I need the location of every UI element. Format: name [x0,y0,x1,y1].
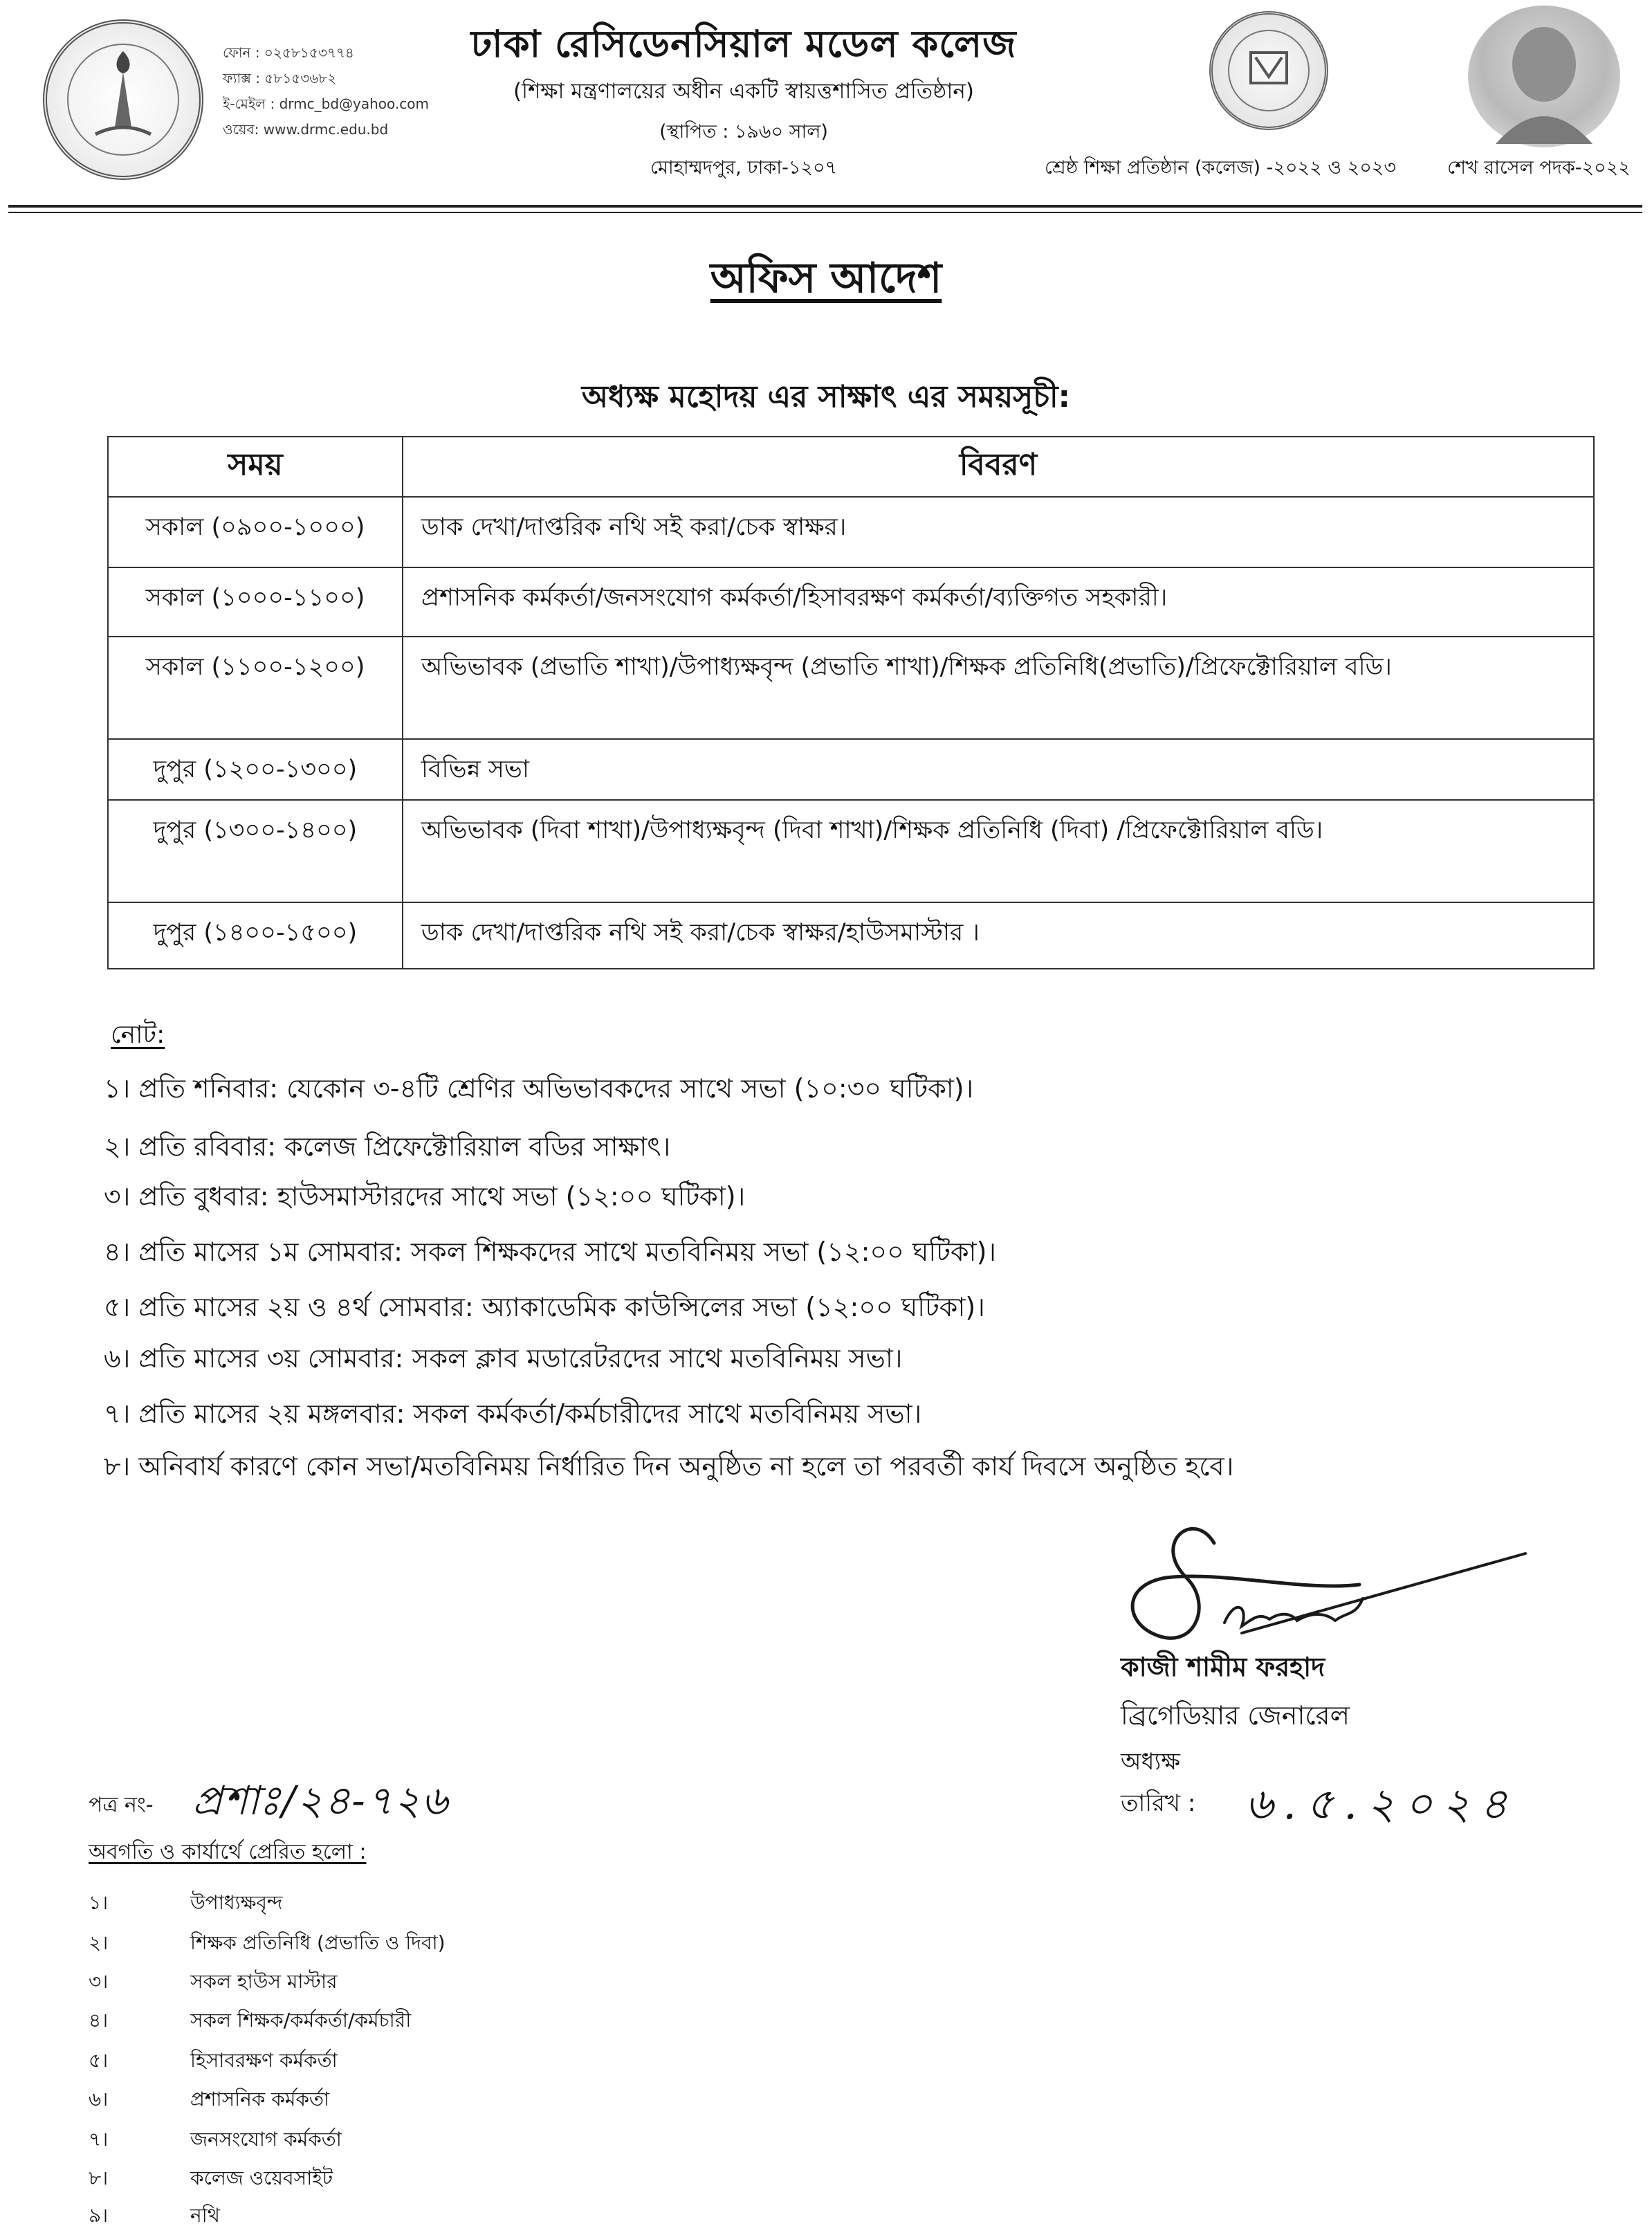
signatory-name: কাজী শামীম ফরহাদ [1121,1652,1325,1682]
distribution-item-number: ৮। [89,2167,109,2189]
college-name: ঢাকা রেসিডেনসিয়াল মডেল কলেজ [470,22,1017,66]
college-address: মোহাম্মদপুর, ঢাকা-১২০৭ [650,157,838,179]
signatory-rank: ব্রিগেডিয়ার জেনারেল [1121,1700,1350,1731]
time-cell: সকাল (০৯০০-১০০০) [108,497,403,567]
document-title: অফিস আদেশ [710,254,942,302]
description-cell: প্রশাসনিক কর্মকর্তা/জনসংযোগ কর্মকর্তা/হিসাবরক্ষণ কর্মকর্তা/ব্যক্তিগত সহকারী। [403,567,1594,637]
time-cell: দুপুর (১২০০-১৩০০) [108,739,403,800]
distribution-item-number: ৫। [89,2049,109,2072]
table-header-row [108,437,1594,497]
description-cell: বিভিন্ন সভা [403,739,1594,800]
table-row [108,902,1594,969]
note-item: ৭। প্রতি মাসের ২য় মঙ্গলবার: সকল কর্মকর্তা/কর্মচারীদের সাথে মতবিনিময় সভা। [104,1398,922,1429]
distribution-item-number: ১। [89,1891,109,1914]
header-divider-thin [8,212,1642,213]
note-item: ৬। প্রতি মাসের ৩য় সোমবার: সকল ক্লাব মডারেটরদের সাথে মতবিনিময় সভা। [104,1343,903,1374]
table-row [108,567,1594,637]
person-portrait-icon [1468,6,1620,147]
distribution-heading: অবগতি ও কার্যার্থে প্রেরিত হলো : [89,1840,367,1864]
table-row [108,739,1594,800]
distribution-item-number: ৩। [89,1970,109,1993]
description-cell: ডাক দেখা/দাপ্তরিক নথি সই করা/চেক স্বাক্ষর। [403,497,1594,567]
notes-heading: নোট: [111,1021,165,1049]
portrait-image [1468,6,1620,147]
signatory-designation: অধ্যক্ষ [1121,1748,1180,1776]
note-item: ২। প্রতি রবিবার: কলেজ প্রিফেক্টোরিয়াল বডির সাক্ষাৎ। [104,1131,671,1162]
document-title-wrap [0,246,1652,316]
contact-info [223,40,429,143]
description-cell: ডাক দেখা/দাপ্তরিক নথি সই করা/চেক স্বাক্ষর/হাউসমাস্টার । [403,902,1594,969]
time-cell: দুপুর (১৩০০-১৪০০) [108,800,403,902]
distribution-item-number: ৪। [89,2009,109,2032]
schedule-title: অধ্যক্ষ মহোদয় এর সাক্ষাৎ এর সময়সূচী: [581,379,1071,414]
schedule-table [107,436,1595,969]
distribution-item: সকল হাউস মাস্টার [190,1970,338,1993]
phone-text: ফোন : ০২৫৮১৫৩৭৭৪ [223,44,354,61]
distribution-item: সকল শিক্ষক/কর্মকর্তা/কর্মচারী [190,2009,412,2032]
note-item: ৫। প্রতি মাসের ২য় ও ৪র্থ সোমবার: অ্যাকাডেমিক কাউন্সিলের সভা (১২:০০ ঘটিকা)। [104,1292,985,1322]
note-item: ১। প্রতি শনিবার: যেকোন ৩-৪টি শ্রেণির অভিভাবকদের সাথে সভা (১০:৩০ ঘটিকা)। [104,1073,974,1104]
fax-text: ফ্যাক্স : ৫৮১৫৩৬৮২ [223,70,337,86]
date-value: ৬.৫.২০২৪ [1245,1778,1518,1829]
time-cell: সকাল (১১০০-১২০০) [108,637,403,739]
memo-number-value: প্রশাঃ/২৪-৭২৬ [192,1777,449,1824]
college-logo [43,19,203,180]
distribution-item: হিসাবরক্ষণ কর্মকর্তা [190,2049,338,2072]
award-seal [1209,11,1328,130]
table-row [108,497,1594,567]
distribution-item: কলেজ ওয়েবসাইট [190,2167,333,2189]
column-header-time: সময় [108,437,403,497]
award-institution-text: শ্রেষ্ঠ শিক্ষা প্রতিষ্ঠান (কলেজ) -২০২২ ও ২০২৩ [1045,157,1396,179]
email-text: ই-মেইল : drmc_bd@yahoo.com [223,95,429,112]
table-row [108,637,1594,739]
date-label: তারিখ : [1121,1789,1196,1817]
table-row [108,800,1594,902]
note-item: ৩। প্রতি বুধবার: হাউসমাস্টারদের সাথে সভা (১২:০০ ঘটিকা)। [104,1181,746,1212]
distribution-item-number: ৯। [89,2204,109,2227]
time-cell: সকাল (১০০০-১১০০) [108,567,403,637]
distribution-item: জনসংযোগ কর্মকর্তা [190,2128,342,2151]
torch-icon [47,24,199,176]
distribution-item-number: ২। [89,1931,109,1954]
distribution-item: উপাধ্যক্ষবৃন্দ [190,1891,283,1914]
award-medal-text: শেখ রাসেল পদক-২০২২ [1447,157,1631,179]
header-divider [8,205,1642,208]
note-item: ৮। অনিবার্য কারণে কোন সভা/মতবিনিময় নির্ধারিত দিন অনুষ্ঠিত না হলে তা পরবর্তী কার্য দিবসে অনুষ্ঠিত হবে। [104,1451,1234,1482]
award-emblem-icon [1213,15,1325,127]
description-cell: অভিভাবক (দিবা শাখা)/উপাধ্যক্ষবৃন্দ (দিবা শাখা)/শিক্ষক প্রতিনিধি (দিবা) /প্রিফেক্টোরিয়াল বডি। [403,800,1594,902]
column-header-description: বিবরণ [403,437,1594,497]
time-cell: দুপুর (১৪০০-১৫০০) [108,902,403,969]
established-year: (স্থাপিত : ১৯৬০ সাল) [659,121,828,143]
note-item: ৪। প্রতি মাসের ১ম সোমবার: সকল শিক্ষকদের সাথে মতবিনিময় সভা (১২:০০ ঘটিকা)। [104,1237,996,1267]
distribution-item-number: ৬। [89,2088,109,2111]
distribution-item: প্রশাসনিক কর্মকর্তা [190,2088,330,2111]
website-text: ওয়েব: www.drmc.edu.bd [223,121,389,138]
distribution-item-number: ৭। [89,2128,109,2151]
description-cell: অভিভাবক (প্রভাতি শাখা)/উপাধ্যক্ষবৃন্দ (প্রভাতি শাখা)/শিক্ষক প্রতিনিধি(প্রভাতি)/প্রিফেক্টোরিয়াল বডি। [403,637,1594,739]
memo-number-label: পত্র নং- [89,1793,154,1817]
distribution-item: নথি [190,2204,220,2227]
distribution-item: শিক্ষক প্রতিনিধি (প্রভাতি ও দিবা) [190,1931,446,1954]
college-subtitle: (শিক্ষা মন্ত্রণালয়ের অধীন একটি স্বায়ত্তশাসিত প্রতিষ্ঠান) [513,79,974,104]
